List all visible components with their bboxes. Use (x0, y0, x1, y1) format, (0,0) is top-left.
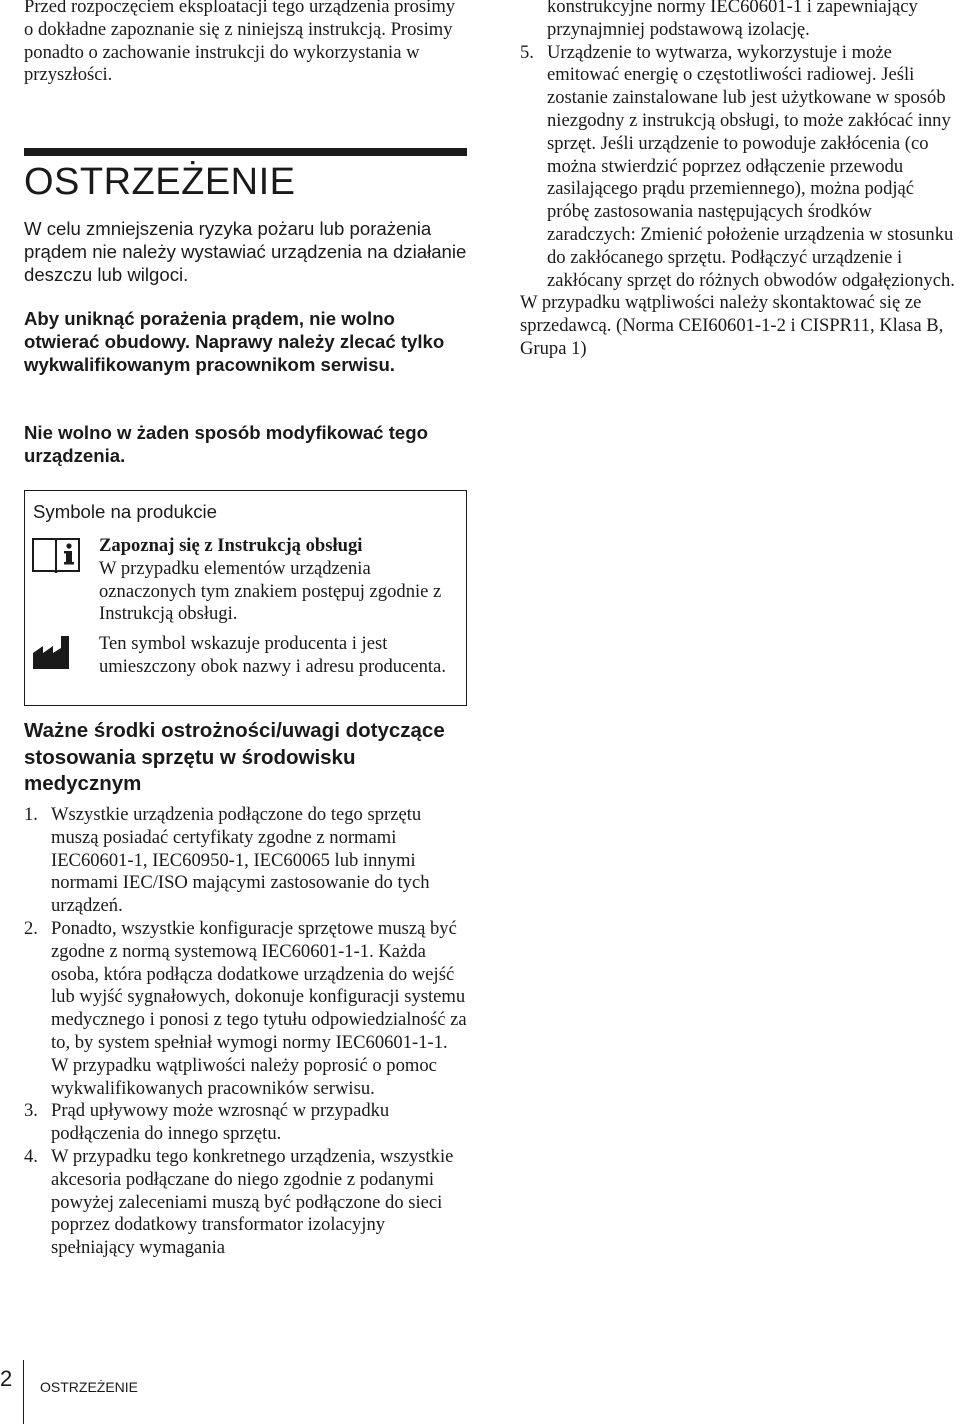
list-item-number: 5. (520, 41, 534, 63)
symbol-instructions-text (99, 535, 459, 626)
instructions-icon (31, 535, 81, 580)
closing-paragraph: W przypadku wątpliwości należy skontaktować się ze sprzedawcą. (Norma CEI60601-1-2 i CISPR11, Klasa B, Grupa 1) (520, 292, 944, 359)
warning-rule (24, 148, 467, 156)
manufacturer-icon (31, 635, 71, 676)
symbol-manufacturer-text (99, 633, 459, 679)
continuation-paragraph (520, 0, 960, 42)
list-item (24, 1100, 469, 1146)
symbols-box (24, 490, 467, 706)
list-item (24, 918, 469, 1100)
symbols-box-title: Symbole na produkcie (33, 501, 217, 522)
warning-paragraph-2: Aby uniknąć porażenia prądem, nie wolno otwierać obudowy. Naprawy należy zlecać tylko wykwalifikowanym pracownikom serwisu. (24, 308, 445, 375)
continuation-text: konstrukcyjne normy IEC60601-1 i zapewniający przynajmniej podstawową izolację. (547, 0, 918, 40)
symbol-instructions-heading: Zapoznaj się z Instrukcją obsługi (99, 535, 363, 556)
footer-section-label: OSTRZEŻENIE (40, 1379, 139, 1395)
page-number: 2 (0, 1366, 13, 1391)
list-item-number: 1. (24, 804, 38, 825)
medical-heading: Ważne środki ostrożności/uwagi dotyczące stosowania sprzętu w środowisku medycznym (24, 719, 445, 795)
list-item (24, 804, 469, 918)
symbol-manufacturer-description: Ten symbol wskazuje producenta i jest umieszczony obok nazwy i adresu producenta. (99, 633, 446, 677)
list-item-number: 3. (24, 1100, 38, 1122)
medical-list (24, 804, 469, 1260)
warning-paragraph-1: W celu zmniejszenia ryzyka pożaru lub porażenia prądem nie należy wystawiać urządzenia na działanie deszczu lub wilgoci. (24, 218, 467, 285)
list-item-text: Prąd upływowy może wzrosnąć w przypadku podłączenia do innego sprzętu. (51, 1100, 390, 1145)
list-item-text: Ponadto, wszystkie konfiguracje sprzętowe muszą być zgodne z normą systemową IEC60601-1-1. Każda osoba, która podłącza dodatkowe urządzenia do wejść lub wyjść sygnałowych, dokonuje konfiguracji systemu medycznego i ponosi z tego tytułu odpowiedzialność za to, by system spełniał wymogi normy IEC60601-1-1. W przypadku wątpliwości należy poprosić o pomoc wykwalifikowanych pracowników serwisu. (51, 917, 467, 1099)
list-item (24, 1146, 469, 1260)
list-item-text: W przypadku tego konkretnego urządzenia, wszystkie akcesoria podłączane do niego zgodnie z podanymi powyżej zaleceniami muszą być podłączone do sieci poprzez dodatkowy transformator izolacyjny spełniający wymagania (51, 1145, 454, 1259)
footer-divider (23, 1360, 24, 1424)
list-item-text: Urządzenie to wytwarza, wykorzystuje i może emitować energię o częstotliwości radiowej. Jeśli zostanie zainstalowane lub jest użytkowane w sposób niezgodny z instrukcją obsługi, to może zakłócać inny sprzęt. Jeśli urządzenie to powoduje zakłócenia (co można stwierdzić poprzez odłączenie przewodu zasilającego prądu przemiennego), można podjąć próbę zastosowania następujących środków zaradczych: Zmienić położenie urządzenia w stosunku do zakłócanego sprzętu. Podłączyć urządzenie i zakłócany sprzęt do różnych obwodów odgałęzionych. (547, 41, 955, 291)
list-item-text: Wszystkie urządzenia podłączone do tego sprzętu muszą posiadać certyfikaty zgodne z normami IEC60601-1, IEC60950-1, IEC60065 lub innymi normami IEC/ISO mającymi zastosowanie do tych urządzeń. (51, 804, 430, 917)
warning-title: OSTRZEŻENIE (24, 161, 296, 203)
list-item-number: 4. (24, 1145, 38, 1167)
intro-paragraph: Przed rozpoczęciem eksploatacji tego urządzenia prosimy o dokładne zapoznanie się z niniejszą instrukcją. Prosimy ponadto o zachowanie instrukcji do wykorzystania w przyszłości. (24, 0, 456, 86)
right-text-block (520, 0, 960, 361)
symbol-instructions-description: W przypadku elementów urządzenia oznaczonych tym znakiem postępuj zgodnie z Instrukcją obsługi. (99, 557, 442, 625)
warning-paragraph-3: Nie wolno w żaden sposób modyfikować tego urządzenia. (24, 422, 428, 466)
list-item-number: 2. (24, 917, 38, 939)
list-item-5 (520, 42, 960, 293)
